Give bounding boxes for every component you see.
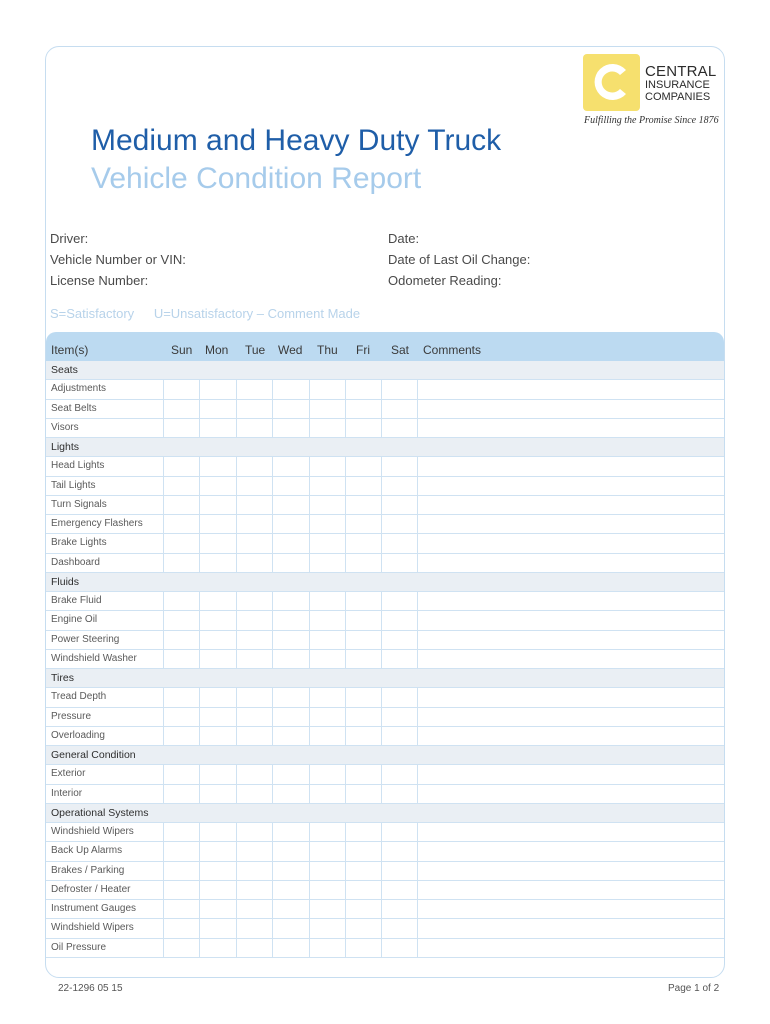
table-row	[46, 631, 724, 650]
logo-line1: CENTRAL	[645, 63, 717, 80]
check-cell-sun[interactable]	[163, 823, 199, 841]
check-cell-sat[interactable]	[381, 881, 417, 899]
table-row	[46, 727, 724, 746]
check-cell-wed[interactable]	[272, 496, 309, 514]
check-cell-wed[interactable]	[272, 631, 309, 649]
check-cell-wed[interactable]	[272, 592, 309, 610]
check-cell-sun[interactable]	[163, 765, 199, 783]
check-cell-fri[interactable]	[345, 862, 381, 880]
check-cell-sun[interactable]	[163, 631, 199, 649]
check-cell-wed[interactable]	[272, 919, 309, 937]
check-cell-mon[interactable]	[199, 515, 236, 533]
comment-cell[interactable]	[417, 419, 724, 437]
item-label: Brake Lights	[51, 537, 107, 549]
check-cell-sun[interactable]	[163, 477, 199, 495]
check-cell-sat[interactable]	[381, 785, 417, 803]
check-cell-fri[interactable]	[345, 881, 381, 899]
check-cell-fri[interactable]	[345, 496, 381, 514]
table-row	[46, 515, 724, 534]
section-row	[46, 438, 724, 457]
check-cell-sat[interactable]	[381, 592, 417, 610]
check-cell-wed[interactable]	[272, 765, 309, 783]
check-cell-wed[interactable]	[272, 534, 309, 552]
check-cell-thu[interactable]	[309, 688, 345, 706]
col-thu: Thu	[317, 343, 338, 357]
driver-field[interactable]: Driver:	[50, 231, 89, 246]
check-cell-wed[interactable]	[272, 862, 309, 880]
item-label: Dashboard	[51, 556, 100, 568]
license-field[interactable]: License Number:	[50, 273, 149, 288]
check-cell-fri[interactable]	[345, 939, 381, 957]
check-cell-mon[interactable]	[199, 727, 236, 745]
comment-cell[interactable]	[417, 477, 724, 495]
table-footer	[46, 958, 724, 988]
check-cell-fri[interactable]	[345, 919, 381, 937]
check-cell-tue[interactable]	[236, 592, 272, 610]
check-cell-sun[interactable]	[163, 708, 199, 726]
check-cell-tue[interactable]	[236, 842, 272, 860]
table-row	[46, 785, 724, 804]
table-row	[46, 919, 724, 938]
table-row	[46, 380, 724, 399]
item-label: Exterior	[51, 768, 86, 780]
table-row	[46, 688, 724, 707]
check-cell-wed[interactable]	[272, 380, 309, 398]
check-cell-thu[interactable]	[309, 862, 345, 880]
check-cell-thu[interactable]	[309, 380, 345, 398]
comment-cell[interactable]	[417, 862, 724, 880]
check-cell-fri[interactable]	[345, 380, 381, 398]
check-cell-fri[interactable]	[345, 611, 381, 629]
check-cell-mon[interactable]	[199, 534, 236, 552]
check-cell-tue[interactable]	[236, 900, 272, 918]
section-row	[46, 573, 724, 592]
check-cell-sat[interactable]	[381, 939, 417, 957]
check-cell-thu[interactable]	[309, 477, 345, 495]
table-row	[46, 842, 724, 861]
check-cell-wed[interactable]	[272, 881, 309, 899]
check-cell-mon[interactable]	[199, 765, 236, 783]
check-cell-fri[interactable]	[345, 688, 381, 706]
check-cell-mon[interactable]	[199, 400, 236, 418]
check-cell-wed[interactable]	[272, 419, 309, 437]
check-cell-tue[interactable]	[236, 631, 272, 649]
check-cell-wed[interactable]	[272, 400, 309, 418]
item-label: Tread Depth	[51, 691, 107, 703]
check-cell-thu[interactable]	[309, 900, 345, 918]
check-cell-sat[interactable]	[381, 650, 417, 668]
check-cell-thu[interactable]	[309, 554, 345, 572]
check-cell-mon[interactable]	[199, 900, 236, 918]
check-cell-fri[interactable]	[345, 477, 381, 495]
check-cell-mon[interactable]	[199, 688, 236, 706]
check-cell-sat[interactable]	[381, 515, 417, 533]
table-row	[46, 881, 724, 900]
check-cell-mon[interactable]	[199, 592, 236, 610]
check-cell-wed[interactable]	[272, 842, 309, 860]
check-cell-mon[interactable]	[199, 496, 236, 514]
check-cell-mon[interactable]	[199, 380, 236, 398]
check-cell-sun[interactable]	[163, 919, 199, 937]
check-cell-fri[interactable]	[345, 534, 381, 552]
item-label: Seat Belts	[51, 402, 97, 414]
table-row	[46, 477, 724, 496]
check-cell-tue[interactable]	[236, 765, 272, 783]
col-mon: Mon	[205, 343, 229, 357]
check-cell-thu[interactable]	[309, 400, 345, 418]
section-label: General Condition	[51, 749, 136, 761]
check-cell-thu[interactable]	[309, 881, 345, 899]
check-cell-fri[interactable]	[345, 785, 381, 803]
check-cell-tue[interactable]	[236, 785, 272, 803]
comment-cell[interactable]	[417, 785, 724, 803]
comment-cell[interactable]	[417, 515, 724, 533]
table-row	[46, 765, 724, 784]
check-cell-mon[interactable]	[199, 650, 236, 668]
check-cell-wed[interactable]	[272, 477, 309, 495]
check-cell-sat[interactable]	[381, 862, 417, 880]
comment-cell[interactable]	[417, 611, 724, 629]
check-cell-tue[interactable]	[236, 554, 272, 572]
check-cell-fri[interactable]	[345, 650, 381, 668]
item-label: Adjustments	[51, 383, 107, 395]
item-label: Interior	[51, 787, 83, 799]
logo-mark	[583, 54, 640, 111]
item-label: Power Steering	[51, 633, 120, 645]
check-cell-sun[interactable]	[163, 419, 199, 437]
check-cell-tue[interactable]	[236, 457, 272, 475]
check-cell-fri[interactable]	[345, 842, 381, 860]
check-cell-mon[interactable]	[199, 939, 236, 957]
comment-cell[interactable]	[417, 688, 724, 706]
comment-cell[interactable]	[417, 592, 724, 610]
item-label: Brake Fluid	[51, 595, 102, 606]
check-cell-tue[interactable]	[236, 611, 272, 629]
check-cell-sat[interactable]	[381, 554, 417, 572]
check-cell-fri[interactable]	[345, 631, 381, 649]
check-cell-thu[interactable]	[309, 650, 345, 668]
item-label: Emergency Flashers	[51, 518, 143, 529]
check-cell-fri[interactable]	[345, 515, 381, 533]
check-cell-sun[interactable]	[163, 380, 199, 398]
comment-cell[interactable]	[417, 380, 724, 398]
rating-legend	[50, 306, 360, 321]
item-label: Head Lights	[51, 460, 105, 472]
check-cell-tue[interactable]	[236, 380, 272, 398]
check-cell-wed[interactable]	[272, 515, 309, 533]
check-cell-mon[interactable]	[199, 862, 236, 880]
check-cell-fri[interactable]	[345, 823, 381, 841]
check-cell-tue[interactable]	[236, 496, 272, 514]
check-cell-tue[interactable]	[236, 727, 272, 745]
check-cell-thu[interactable]	[309, 727, 345, 745]
check-cell-fri[interactable]	[345, 554, 381, 572]
check-cell-mon[interactable]	[199, 823, 236, 841]
comment-cell[interactable]	[417, 842, 724, 860]
check-cell-thu[interactable]	[309, 939, 345, 957]
logo-wordmark	[645, 64, 716, 103]
col-sun: Sun	[171, 343, 193, 357]
table-row	[46, 823, 724, 842]
check-cell-sat[interactable]	[381, 457, 417, 475]
check-cell-thu[interactable]	[309, 842, 345, 860]
logo-line2: INSURANCE	[645, 79, 710, 91]
check-cell-tue[interactable]	[236, 708, 272, 726]
table-row	[46, 592, 724, 611]
check-cell-sun[interactable]	[163, 515, 199, 533]
col-tue: Tue	[245, 343, 266, 357]
table-body	[46, 361, 724, 958]
logo-line3: COMPANIES	[645, 91, 711, 103]
comment-cell[interactable]	[417, 727, 724, 745]
col-items: Item(s)	[51, 343, 89, 357]
check-cell-sun[interactable]	[163, 611, 199, 629]
table-row	[46, 900, 724, 919]
item-label: Visors	[51, 421, 79, 433]
table-row	[46, 554, 724, 573]
check-cell-sat[interactable]	[381, 400, 417, 418]
comment-cell[interactable]	[417, 457, 724, 475]
section-label: Tires	[51, 672, 74, 684]
check-cell-sun[interactable]	[163, 650, 199, 668]
col-fri: Fri	[356, 343, 370, 357]
check-cell-mon[interactable]	[199, 611, 236, 629]
check-cell-sun[interactable]	[163, 939, 199, 957]
table-row	[46, 496, 724, 515]
comment-cell[interactable]	[417, 631, 724, 649]
check-cell-tue[interactable]	[236, 477, 272, 495]
item-label: Turn Signals	[51, 498, 107, 510]
check-cell-thu[interactable]	[309, 785, 345, 803]
check-cell-sun[interactable]	[163, 900, 199, 918]
table-row	[46, 650, 724, 669]
col-comments: Comments	[423, 343, 482, 357]
item-label: Windshield Wipers	[51, 922, 134, 934]
check-cell-thu[interactable]	[309, 919, 345, 937]
check-cell-sun[interactable]	[163, 592, 199, 610]
check-cell-sun[interactable]	[163, 688, 199, 706]
check-cell-thu[interactable]	[309, 611, 345, 629]
item-label: Engine Oil	[51, 614, 98, 626]
check-cell-tue[interactable]	[236, 400, 272, 418]
section-row	[46, 669, 724, 688]
table-row	[46, 708, 724, 727]
section-label: Seats	[51, 364, 78, 376]
check-cell-fri[interactable]	[345, 457, 381, 475]
check-cell-wed[interactable]	[272, 457, 309, 475]
check-cell-sun[interactable]	[163, 727, 199, 745]
check-cell-wed[interactable]	[272, 611, 309, 629]
check-cell-wed[interactable]	[272, 554, 309, 572]
check-cell-thu[interactable]	[309, 631, 345, 649]
check-cell-sat[interactable]	[381, 842, 417, 860]
inspection-table	[46, 332, 724, 988]
comment-cell[interactable]	[417, 765, 724, 783]
comment-cell[interactable]	[417, 919, 724, 937]
check-cell-sat[interactable]	[381, 477, 417, 495]
check-cell-tue[interactable]	[236, 823, 272, 841]
check-cell-fri[interactable]	[345, 765, 381, 783]
check-cell-tue[interactable]	[236, 688, 272, 706]
check-cell-mon[interactable]	[199, 554, 236, 572]
check-cell-sun[interactable]	[163, 554, 199, 572]
table-row	[46, 457, 724, 476]
check-cell-wed[interactable]	[272, 939, 309, 957]
check-cell-wed[interactable]	[272, 727, 309, 745]
check-cell-fri[interactable]	[345, 900, 381, 918]
item-label: Pressure	[51, 710, 92, 722]
check-cell-sat[interactable]	[381, 727, 417, 745]
check-cell-tue[interactable]	[236, 534, 272, 552]
check-cell-sat[interactable]	[381, 688, 417, 706]
comment-cell[interactable]	[417, 534, 724, 552]
table-row	[46, 400, 724, 419]
item-label: Overloading	[51, 729, 105, 741]
tagline: Fulfilling the Promise Since 1876	[584, 115, 719, 126]
check-cell-thu[interactable]	[309, 515, 345, 533]
check-cell-fri[interactable]	[345, 400, 381, 418]
title-line2: Vehicle Condition Report	[91, 162, 422, 195]
check-cell-mon[interactable]	[199, 785, 236, 803]
table-header	[46, 332, 724, 361]
table-row	[46, 534, 724, 553]
check-cell-tue[interactable]	[236, 419, 272, 437]
check-cell-tue[interactable]	[236, 939, 272, 957]
check-cell-wed[interactable]	[272, 785, 309, 803]
table-row	[46, 862, 724, 881]
section-label: Lights	[51, 441, 80, 453]
check-cell-sun[interactable]	[163, 881, 199, 899]
comment-cell[interactable]	[417, 900, 724, 918]
section-row	[46, 361, 724, 380]
check-cell-sat[interactable]	[381, 534, 417, 552]
check-cell-fri[interactable]	[345, 592, 381, 610]
check-cell-sun[interactable]	[163, 534, 199, 552]
check-cell-thu[interactable]	[309, 534, 345, 552]
vin-field[interactable]: Vehicle Number or VIN:	[50, 252, 186, 267]
check-cell-sat[interactable]	[381, 919, 417, 937]
check-cell-mon[interactable]	[199, 842, 236, 860]
odometer-field[interactable]: Odometer Reading:	[388, 273, 502, 288]
item-label: Oil Pressure	[51, 941, 107, 953]
check-cell-sat[interactable]	[381, 823, 417, 841]
check-cell-sun[interactable]	[163, 400, 199, 418]
item-label: Windshield Washer	[51, 652, 137, 664]
check-cell-thu[interactable]	[309, 823, 345, 841]
form-number: 22-1296 05 15	[58, 983, 123, 994]
section-label: Fluids	[51, 575, 80, 588]
check-cell-thu[interactable]	[309, 419, 345, 437]
check-cell-mon[interactable]	[199, 708, 236, 726]
check-cell-mon[interactable]	[199, 919, 236, 937]
check-cell-thu[interactable]	[309, 592, 345, 610]
comment-cell[interactable]	[417, 650, 724, 668]
check-cell-fri[interactable]	[345, 708, 381, 726]
check-cell-thu[interactable]	[309, 708, 345, 726]
date-field[interactable]: Date:	[388, 231, 420, 246]
item-label: Tail Lights	[51, 479, 96, 491]
section-row	[46, 804, 724, 823]
legend-unsatisfactory: U=Unsatisfactory – Comment Made	[153, 306, 361, 321]
comment-cell[interactable]	[417, 708, 724, 726]
section-label: Operational Systems	[51, 806, 149, 819]
check-cell-thu[interactable]	[309, 765, 345, 783]
table-row	[46, 611, 724, 630]
check-cell-wed[interactable]	[272, 823, 309, 841]
item-label: Windshield Wipers	[51, 826, 134, 837]
check-cell-sat[interactable]	[381, 708, 417, 726]
check-cell-sun[interactable]	[163, 862, 199, 880]
col-wed: Wed	[278, 343, 303, 357]
check-cell-sun[interactable]	[163, 785, 199, 803]
check-cell-sun[interactable]	[163, 457, 199, 475]
check-cell-sat[interactable]	[381, 496, 417, 514]
check-cell-wed[interactable]	[272, 708, 309, 726]
legend-satisfactory: S=Satisfactory	[50, 306, 135, 321]
item-label: Brakes / Parking	[51, 864, 125, 876]
logo-c-icon	[590, 60, 632, 104]
item-label: Instrument Gauges	[51, 903, 137, 914]
title-line1: Medium and Heavy Duty Truck	[91, 124, 502, 157]
table-row	[46, 939, 724, 958]
check-cell-wed[interactable]	[272, 900, 309, 918]
col-sat: Sat	[391, 343, 410, 357]
check-cell-sat[interactable]	[381, 419, 417, 437]
check-cell-sat[interactable]	[381, 631, 417, 649]
item-label: Back Up Alarms	[51, 845, 123, 857]
check-cell-mon[interactable]	[199, 419, 236, 437]
comment-cell[interactable]	[417, 496, 724, 514]
check-cell-fri[interactable]	[345, 727, 381, 745]
check-cell-sun[interactable]	[163, 496, 199, 514]
comment-cell[interactable]	[417, 823, 724, 841]
check-cell-wed[interactable]	[272, 650, 309, 668]
check-cell-sat[interactable]	[381, 765, 417, 783]
check-cell-thu[interactable]	[309, 496, 345, 514]
check-cell-tue[interactable]	[236, 515, 272, 533]
comment-cell[interactable]	[417, 554, 724, 572]
check-cell-tue[interactable]	[236, 650, 272, 668]
check-cell-sat[interactable]	[381, 900, 417, 918]
check-cell-wed[interactable]	[272, 688, 309, 706]
check-cell-fri[interactable]	[345, 419, 381, 437]
check-cell-thu[interactable]	[309, 457, 345, 475]
comment-cell[interactable]	[417, 939, 724, 957]
check-cell-tue[interactable]	[236, 862, 272, 880]
check-cell-mon[interactable]	[199, 457, 236, 475]
table-row	[46, 419, 724, 438]
check-cell-sat[interactable]	[381, 380, 417, 398]
page-number: Page 1 of 2	[668, 983, 720, 994]
check-cell-sun[interactable]	[163, 842, 199, 860]
comment-cell[interactable]	[417, 881, 724, 899]
check-cell-tue[interactable]	[236, 919, 272, 937]
check-cell-mon[interactable]	[199, 477, 236, 495]
section-row	[46, 746, 724, 765]
oil-change-field[interactable]: Date of Last Oil Change:	[388, 252, 531, 267]
item-label: Defroster / Heater	[51, 883, 131, 895]
check-cell-mon[interactable]	[199, 631, 236, 649]
check-cell-mon[interactable]	[199, 881, 236, 899]
check-cell-tue[interactable]	[236, 881, 272, 899]
comment-cell[interactable]	[417, 400, 724, 418]
check-cell-sat[interactable]	[381, 611, 417, 629]
